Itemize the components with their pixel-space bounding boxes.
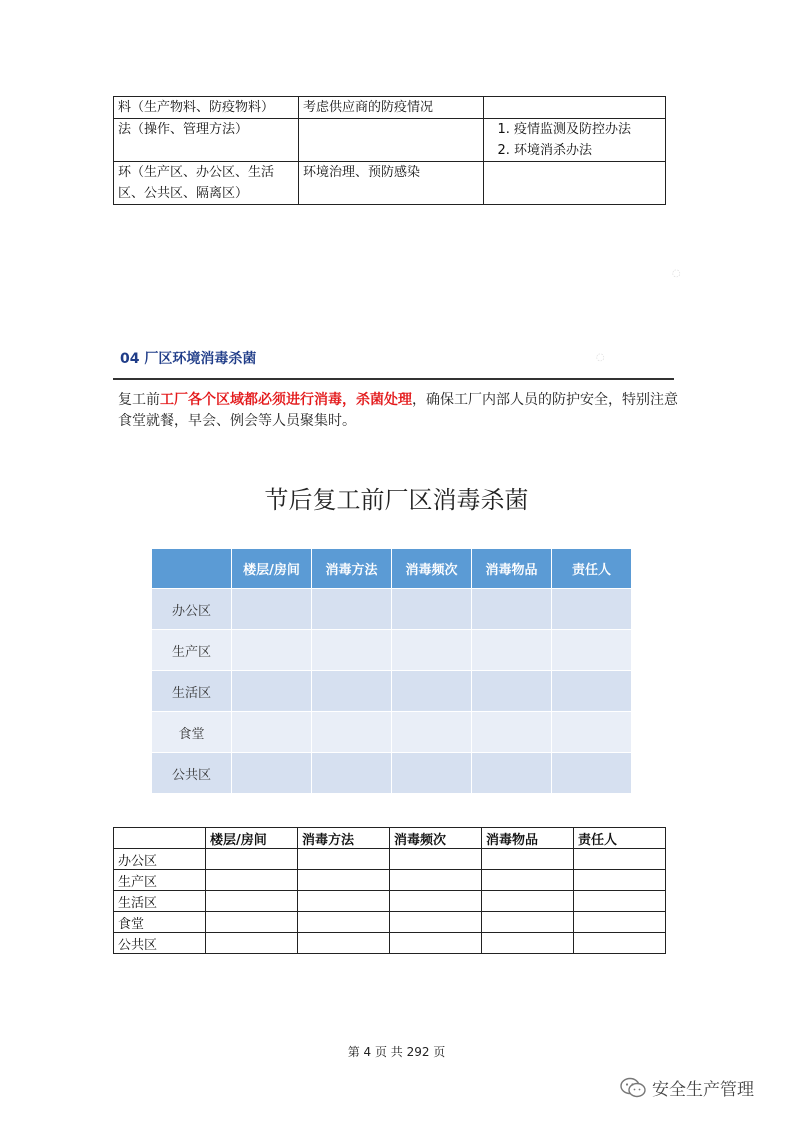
table-cell bbox=[574, 891, 666, 912]
brand-name: 安全生产管理 bbox=[652, 1080, 754, 1100]
table-row bbox=[114, 97, 666, 119]
table-cell bbox=[472, 712, 551, 752]
table-cell bbox=[472, 671, 551, 711]
table-cell bbox=[298, 933, 390, 954]
column-header: 消毒频次 bbox=[390, 828, 482, 849]
table-cell bbox=[552, 753, 631, 793]
row-label: 办公区 bbox=[114, 849, 206, 870]
table-cell bbox=[472, 630, 551, 670]
table-header-row bbox=[114, 828, 666, 849]
table-row bbox=[114, 162, 666, 205]
table-cell bbox=[390, 849, 482, 870]
row-label: 办公区 bbox=[152, 589, 231, 629]
table-cell bbox=[392, 671, 471, 711]
table-row bbox=[152, 589, 631, 629]
column-header: 楼层/房间 bbox=[232, 549, 311, 588]
table-cell bbox=[574, 849, 666, 870]
row-label: 公共区 bbox=[114, 933, 206, 954]
row-label: 生活区 bbox=[114, 891, 206, 912]
table-cell bbox=[390, 933, 482, 954]
list-item: 2. 环境消杀办法 bbox=[514, 140, 661, 161]
section-divider bbox=[113, 378, 674, 380]
page-number: 第 4 页 共 292 页 bbox=[347, 1045, 446, 1059]
table-cell bbox=[298, 849, 390, 870]
table-cell bbox=[392, 712, 471, 752]
column-header: 消毒方法 bbox=[298, 828, 390, 849]
intro-highlight: 工厂各个区域都必须进行消毒，杀菌处理 bbox=[160, 392, 412, 408]
table-cell bbox=[482, 891, 574, 912]
column-header: 责任人 bbox=[574, 828, 666, 849]
table-cell bbox=[574, 933, 666, 954]
column-header bbox=[114, 828, 206, 849]
brand-badge bbox=[620, 1075, 754, 1100]
disinfection-table-styled bbox=[151, 548, 632, 794]
table-cell bbox=[206, 933, 298, 954]
table-row bbox=[152, 712, 631, 752]
row-label: 生产区 bbox=[114, 870, 206, 891]
table-row bbox=[114, 933, 666, 954]
table-cell bbox=[298, 870, 390, 891]
table-cell bbox=[232, 630, 311, 670]
table-cell bbox=[312, 753, 391, 793]
table-cell bbox=[482, 849, 574, 870]
column-header bbox=[152, 549, 231, 588]
disinfection-table-plain bbox=[113, 827, 666, 954]
section-title: 04 厂区环境消毒杀菌 bbox=[120, 351, 257, 367]
table-cell bbox=[390, 912, 482, 933]
table-cell bbox=[552, 712, 631, 752]
row-label: 生活区 bbox=[152, 671, 231, 711]
column-header: 消毒物品 bbox=[482, 828, 574, 849]
table-cell bbox=[312, 630, 391, 670]
table-cell bbox=[298, 912, 390, 933]
table-cell bbox=[232, 753, 311, 793]
list-item: 1. 疫情监测及防控办法 bbox=[514, 119, 661, 140]
row-label: 食堂 bbox=[114, 912, 206, 933]
intro-text: 复工前 bbox=[118, 392, 160, 408]
intro-paragraph bbox=[118, 390, 683, 432]
top-table bbox=[113, 96, 666, 205]
table-cell bbox=[206, 912, 298, 933]
table-cell bbox=[312, 671, 391, 711]
table-cell: 法（操作、管理方法） bbox=[114, 119, 299, 162]
column-header: 消毒频次 bbox=[392, 549, 471, 588]
table-cell bbox=[206, 891, 298, 912]
table-cell: 环（生产区、办公区、生活区、公共区、隔离区） bbox=[114, 162, 299, 205]
column-header: 消毒方法 bbox=[312, 549, 391, 588]
watermark-mark: ◌ bbox=[669, 266, 684, 281]
table-cell: 考虑供应商的防疫情况 bbox=[299, 97, 484, 119]
table-cell bbox=[484, 97, 666, 119]
watermark-mark: ◌ bbox=[593, 350, 608, 365]
table-cell bbox=[482, 912, 574, 933]
table-row bbox=[152, 671, 631, 711]
table-cell bbox=[552, 589, 631, 629]
method-list bbox=[488, 119, 661, 161]
table-cell bbox=[472, 753, 551, 793]
table-cell bbox=[390, 891, 482, 912]
table-cell bbox=[392, 589, 471, 629]
table-cell: 料（生产物料、防疫物料） bbox=[114, 97, 299, 119]
table-cell bbox=[206, 870, 298, 891]
wechat-icon bbox=[620, 1077, 646, 1099]
table-row bbox=[114, 119, 666, 162]
table-cell bbox=[206, 849, 298, 870]
intro-text: ，确保工厂内部人员的防护安全，特别注意食堂就餐，早会、例会等人员聚集时。 bbox=[118, 392, 678, 429]
table-row bbox=[152, 753, 631, 793]
column-header: 消毒物品 bbox=[472, 549, 551, 588]
table-row bbox=[114, 891, 666, 912]
table-cell bbox=[232, 671, 311, 711]
table-cell bbox=[232, 589, 311, 629]
table-cell bbox=[574, 870, 666, 891]
table-cell bbox=[484, 162, 666, 205]
table-header-row bbox=[152, 549, 631, 588]
row-label: 食堂 bbox=[152, 712, 231, 752]
column-header: 责任人 bbox=[552, 549, 631, 588]
table-cell bbox=[312, 589, 391, 629]
table-cell bbox=[232, 712, 311, 752]
table-cell bbox=[298, 891, 390, 912]
table-row bbox=[114, 849, 666, 870]
table-cell bbox=[552, 630, 631, 670]
table-cell bbox=[552, 671, 631, 711]
table-row bbox=[152, 630, 631, 670]
table-cell bbox=[482, 870, 574, 891]
table-cell bbox=[390, 870, 482, 891]
row-label: 公共区 bbox=[152, 753, 231, 793]
table-cell bbox=[484, 119, 666, 162]
table-cell: 环境治理、预防感染 bbox=[299, 162, 484, 205]
row-label: 生产区 bbox=[152, 630, 231, 670]
table-cell bbox=[472, 589, 551, 629]
table-cell bbox=[392, 630, 471, 670]
table-cell bbox=[392, 753, 471, 793]
table-row bbox=[114, 912, 666, 933]
column-header: 楼层/房间 bbox=[206, 828, 298, 849]
table-cell bbox=[299, 119, 484, 162]
table-cell bbox=[574, 912, 666, 933]
table-row bbox=[114, 870, 666, 891]
figure-title: 节后复工前厂区消毒杀菌 bbox=[264, 486, 529, 514]
table-cell bbox=[312, 712, 391, 752]
table-cell bbox=[482, 933, 574, 954]
